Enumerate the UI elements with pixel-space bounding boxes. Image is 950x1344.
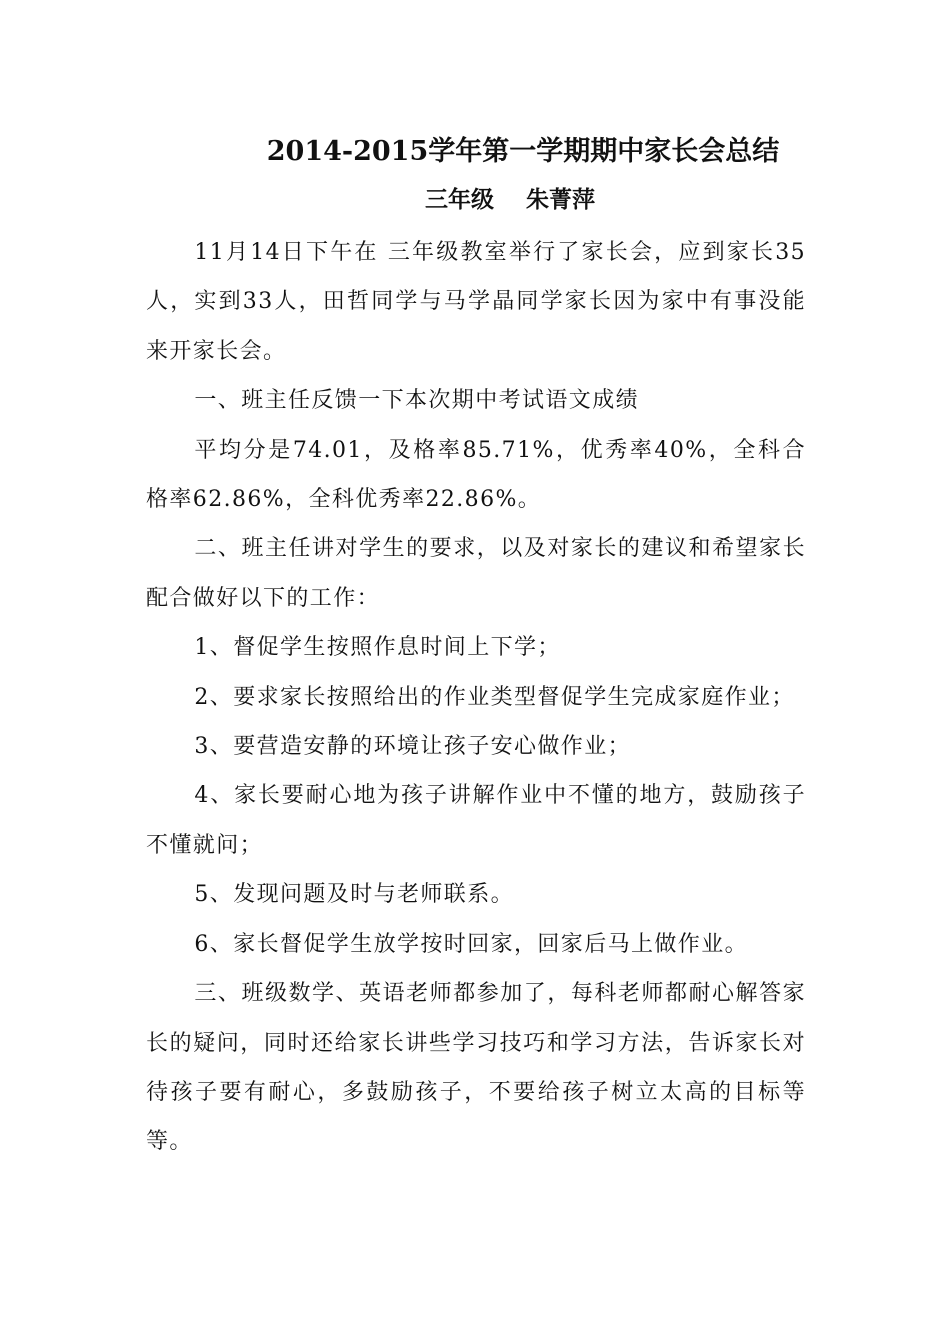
paragraph-item-2: 2、要求家长按照给出的作业类型督促学生完成家庭作业；	[194, 684, 795, 710]
document-body	[146, 228, 806, 1167]
paragraph-section-two-heading: 二、班主任讲对学生的要求，以及对家长的建议和希望家长配合做好以下的工作：	[146, 536, 806, 611]
paragraph-attendance: 11月14日下午在 三年级教室举行了家长会，应到家长35人，实到33人，田哲同学与马学晶同学家长因为家中有事没能来开家长会。	[146, 240, 806, 364]
paragraph-section-one-heading: 一、班主任反馈一下本次期中考试语文成绩	[194, 388, 639, 414]
document-title: 2014-2015学年第一学期期中家长会总结	[266, 136, 780, 167]
document-subtitle: 三年级 朱菁萍	[424, 186, 596, 213]
paragraph-item-4: 4、家长要耐心地为孩子讲解作业中不懂的地方，鼓励孩子不懂就问；	[146, 783, 806, 858]
paragraph-item-5: 5、发现问题及时与老师联系。	[194, 882, 514, 908]
paragraph-item-6: 6、家长督促学生放学按时回家，回家后马上做作业。	[194, 931, 748, 957]
paragraph-section-three: 三、班级数学、英语老师都参加了，每科老师都耐心解答家长的疑问，同时还给家长讲些学习技巧和学习方法，告诉家长对待孩子要有耐心，多鼓励孩子，不要给孩子树立太高的目标等等。	[146, 981, 806, 1155]
paragraph-item-1: 1、督促学生按照作息时间上下学；	[194, 635, 561, 661]
paragraph-item-3: 3、要营造安静的环境让孩子安心做作业；	[194, 734, 631, 760]
paragraph-scores: 平均分是74.01，及格率85.71%，优秀率40%，全科合格率62.86%，全科优秀率22.86%。	[146, 437, 806, 513]
